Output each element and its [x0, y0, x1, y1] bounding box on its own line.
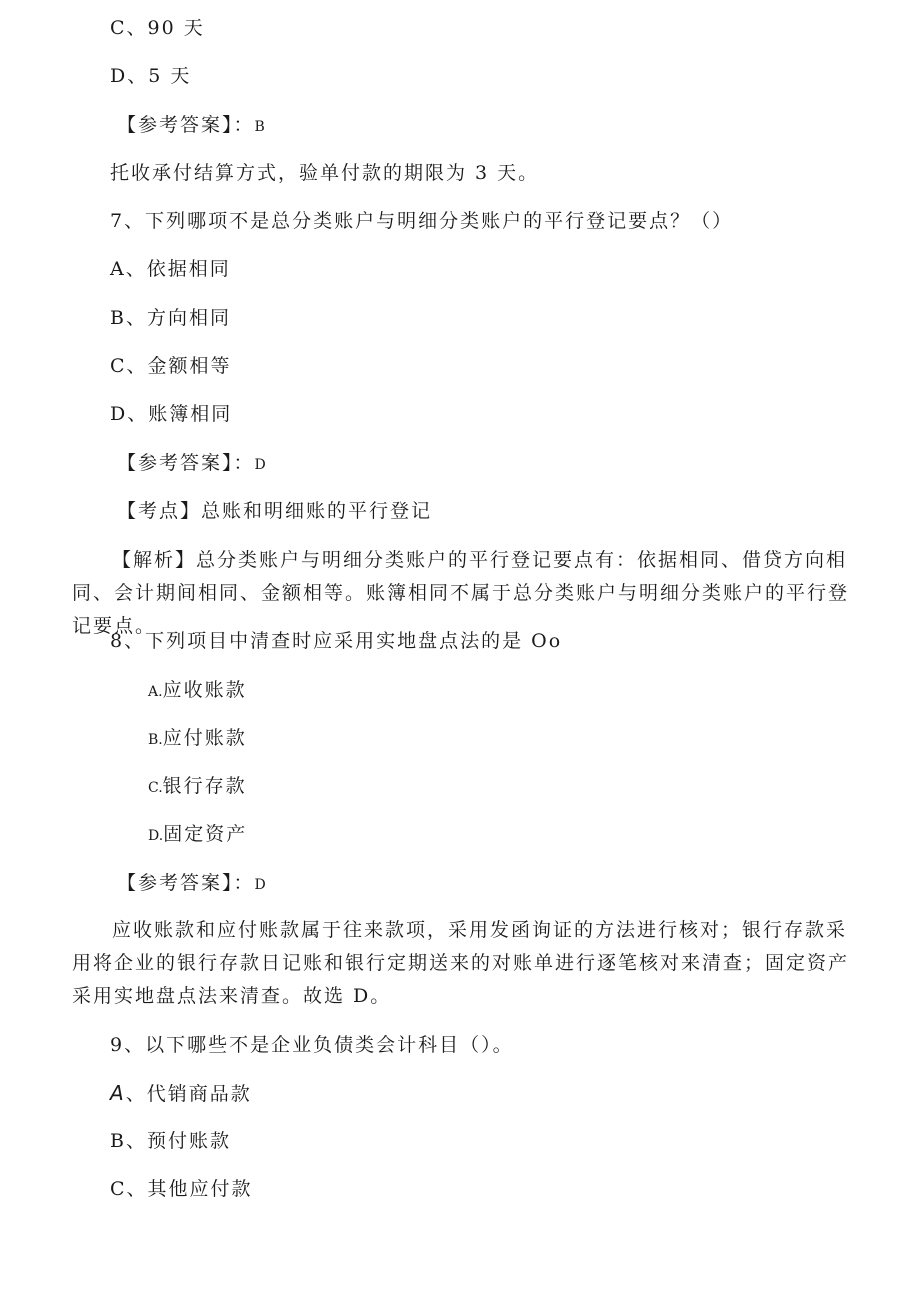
option-text: 应付账款	[162, 727, 247, 749]
answer-label: 【参考答案】：	[117, 872, 255, 894]
q6-explanation: 托收承付结算方式，验单付款的期限为 3 天。	[110, 162, 540, 184]
q9-option-b: B、预付账款	[110, 1130, 231, 1152]
q8-explanation-text: 应收账款和应付账款属于往来款项，采用发函询证的方法进行核对；银行存款采用将企业的银行存款日记账和银行定期送来的对账单进行逐笔核对来清查；固定资产采用实地盘点法来清查。故选 D。	[72, 919, 850, 1007]
q8-option-c	[148, 775, 247, 799]
q7-question: 7、下列哪项不是总分类账户与明细分类账户的平行登记要点？（）	[110, 210, 734, 232]
q6-answer	[117, 114, 265, 138]
option-text: 应收账款	[162, 679, 247, 701]
q8-option-d	[148, 823, 247, 847]
option-text: 银行存款	[162, 775, 247, 797]
option-label: B.	[148, 732, 163, 748]
q6-option-d: D、5 天	[110, 65, 192, 87]
q8-explanation	[72, 914, 862, 1013]
answer-label: 【参考答案】：	[117, 452, 255, 474]
q6-option-c: C、90 天	[110, 17, 205, 39]
option-text: 、代销商品款	[125, 1083, 252, 1105]
option-text: 固定资产	[163, 823, 248, 845]
answer-label: 【参考答案】：	[117, 114, 255, 136]
q7-jiexi-text: 【解析】总分类账户与明细分类账户的平行登记要点有：依据相同、借贷方向相同、会计期间相同、金额相等。账簿相同不属于总分类账户与明细分类账户的平行登记要点。	[72, 549, 850, 637]
q7-option-b: B、方向相同	[110, 307, 231, 329]
q7-jiexi	[72, 544, 862, 643]
q9-option-c: C、其他应付款	[110, 1178, 253, 1200]
option-label: A	[110, 1081, 126, 1105]
option-label: A.	[148, 684, 163, 700]
q7-option-a: A、依据相同	[110, 258, 231, 280]
q8-question: 8、下列项目中清查时应采用实地盘点法的是 Oo	[110, 630, 563, 652]
q9-question: 9、以下哪些不是企业负债类会计科目（）。	[110, 1034, 514, 1056]
option-label: D.	[148, 828, 164, 844]
q8-answer	[117, 872, 266, 896]
answer-value: D	[254, 457, 266, 473]
answer-value: B	[254, 119, 265, 135]
option-label: C.	[148, 780, 163, 796]
q9-option-a	[110, 1082, 252, 1105]
answer-value: D	[254, 877, 266, 893]
q7-kaodian: 【考点】总账和明细账的平行登记	[117, 500, 433, 522]
q7-option-c: C、金额相等	[110, 355, 232, 377]
q7-answer	[117, 452, 266, 476]
q8-option-a	[148, 679, 247, 703]
q7-option-d: D、账簿相同	[110, 403, 233, 425]
q8-option-b	[148, 727, 247, 751]
